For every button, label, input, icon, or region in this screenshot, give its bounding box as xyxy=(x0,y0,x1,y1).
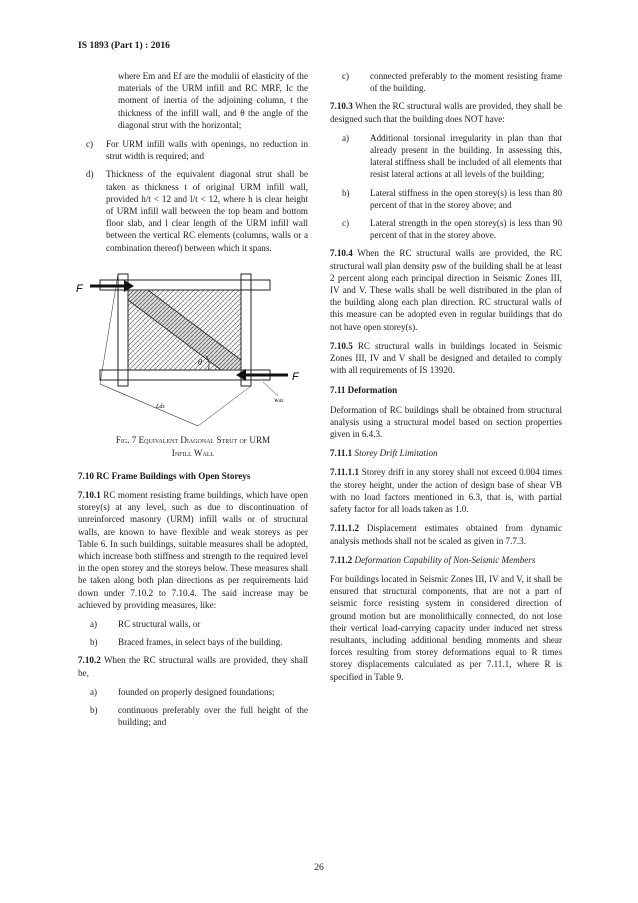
para-7-11: Deformation of RC buildings shall be obtained from structural analysis using a structural model based on section properties given in 6.4.3. xyxy=(330,404,562,440)
force-right-label: F xyxy=(292,370,299,383)
para-7-10-4: 7.10.4 When the RC structural walls are provided, the RC structural wall plan density ρsw of the building shall be at least 2 percent along each principal direction in Seismic Zones III, IV and V. These walls shall be well distributed in the plan of the building along each plan direction. RC structural walls of this measure can be adopted even in regular buildings that do not have open storey(s). xyxy=(330,248,563,332)
option-b: b) Braced frames, in select bays of the building. xyxy=(90,637,283,648)
para-7-11-1-2: 7.11.1.2 Displacement estimates obtained from dynamic analysis methods shall not be scaled as given in 7.7.3. xyxy=(330,523,562,546)
list-item-c-text: For URM infill walls with openings, no reduction in strut width is required; and xyxy=(106,139,308,162)
list-item-d: d) Thickness of the equivalent diagonal strut shall be taken as thickness t of original URM infill wall, provided h/t < 12 and l/t < 12, where h is clear height of URM infill wall between the top beam and bottom floor slab, and l clear length of the URM infill wall between the vertical RC elements (columns, walls or a combination thereof) between which it spans. xyxy=(86,169,308,253)
section-7-10-heading: 7.10 RC Frame Buildings with Open Storeys xyxy=(78,470,251,481)
where-paragraph: where Em and Ef are the modulii of elasticity of the materials of the URM infill and RC MRF, Ic the moment of inertia of the adjoining column, t the thickness of the infill wall, and θ the angle of the diagonal strut with the horizontal; xyxy=(118,71,308,130)
requirement-c: c) connected preferably to the moment resisting frame of the building. xyxy=(342,71,562,94)
figure-caption: Fig. 7 Equivalent Diagonal Strut of URM Infill Wall xyxy=(115,434,271,458)
left-column xyxy=(78,70,308,735)
requirement-a: a) founded on properly designed foundations; xyxy=(90,686,275,697)
para-7-10-3: 7.10.3 When the RC structural walls are provided, they shall be designed such that the building does NOT have: xyxy=(330,101,562,124)
para-7-11-2: For buildings located in Seismic Zones III, IV and V, it shall be ensured that structural components, that are not a part of seismic force resisting system in considered direction of ground motion but are monolithically connected, do not lose their vertical load-carrying capacity under induced net stress resultants, including additional bending moments and shear forces resulting from storey deformations equal to R times storey displacements calculated as per 7.11.1, where R is specified in Table 9. xyxy=(330,573,562,682)
right-column xyxy=(330,70,562,690)
para-7-11-2-heading: 7.11.2 Deformation Capability of Non-Seismic Members xyxy=(330,554,536,565)
condition-b: b) Lateral stiffness in the open storey(s) is less than 80 percent of that in the storey above; and xyxy=(342,187,562,210)
equivalent-strut-figure xyxy=(78,266,308,426)
option-a: a) RC structural walls, or xyxy=(90,619,201,630)
condition-c: c) Lateral strength in the open storey(s) is less than 90 percent of that in the storey above. xyxy=(342,218,562,241)
list-item-d-text: Thickness of the equivalent diagonal strut shall be taken as thickness t of original URM infill wall, provided h/t < 12 and l/t < 12, where h is clear height of URM infill wall between the top beam and bottom floor slab, and l clear length of the URM infill wall between the vertical RC elements (columns, walls or a combination thereof) between which it spans. xyxy=(106,169,308,253)
section-7-11-heading: 7.11 Deformation xyxy=(330,385,398,396)
theta-label: θ xyxy=(198,357,202,367)
ld-dimension-line xyxy=(100,384,198,426)
requirement-b: b) continuous preferably over the full height of the building; and xyxy=(90,705,308,728)
page-number: 26 xyxy=(314,862,324,873)
para-7-10-2: 7.10.2 When the RC structural walls are provided, they shall be, xyxy=(78,655,308,678)
para-7-10-1: 7.10.1 RC moment resisting frame buildings, which have open storey(s) at any level, such as due to discontinuation of unreinforced masonry (URM) infill walls or of structural walls, are known to have flexible and weak storeys as per Table 6. In such buildings, suitable measures shall be adopted, which increase both stiffness and strength to the required level in the open storey and the storeys below. These measures shall be taken along both plan directions as per requirements laid down under 7.10.2 to 7.10.4. The said increase may be achieved by providing measures, like: xyxy=(78,490,308,610)
force-arrow-right xyxy=(236,369,288,381)
force-left-label: F xyxy=(76,282,83,295)
para-7-11-1: 7.11.1 Storey Drift Limitation xyxy=(330,448,438,459)
ld-label: Lds xyxy=(156,403,165,410)
list-item-c: c) For URM infill walls with openings, no reduction in strut width is required; and xyxy=(86,139,308,162)
wds-label: Wds xyxy=(274,397,284,404)
document-header: IS 1893 (Part 1) : 2016 xyxy=(78,40,170,51)
para-7-11-1-1: 7.11.1.1 Storey drift in any storey shall not exceed 0.004 times the storey height, under the action of design base of shear VB with no load factors mentioned in 6.3, that is, with partial safety factor for all loads taken as 1.0. xyxy=(330,467,563,515)
para-7-10-5: 7.10.5 RC structural walls in buildings located in Seismic Zones III, IV and V shall be designed and detailed to comply with all requirements of IS 13920. xyxy=(330,340,562,376)
condition-a: a) Additional torsional irregularity in plan than that already present in the building. In assessing this, lateral stiffness shall be included of all elements that resist lateral actions at all levels of the building; xyxy=(342,132,562,180)
